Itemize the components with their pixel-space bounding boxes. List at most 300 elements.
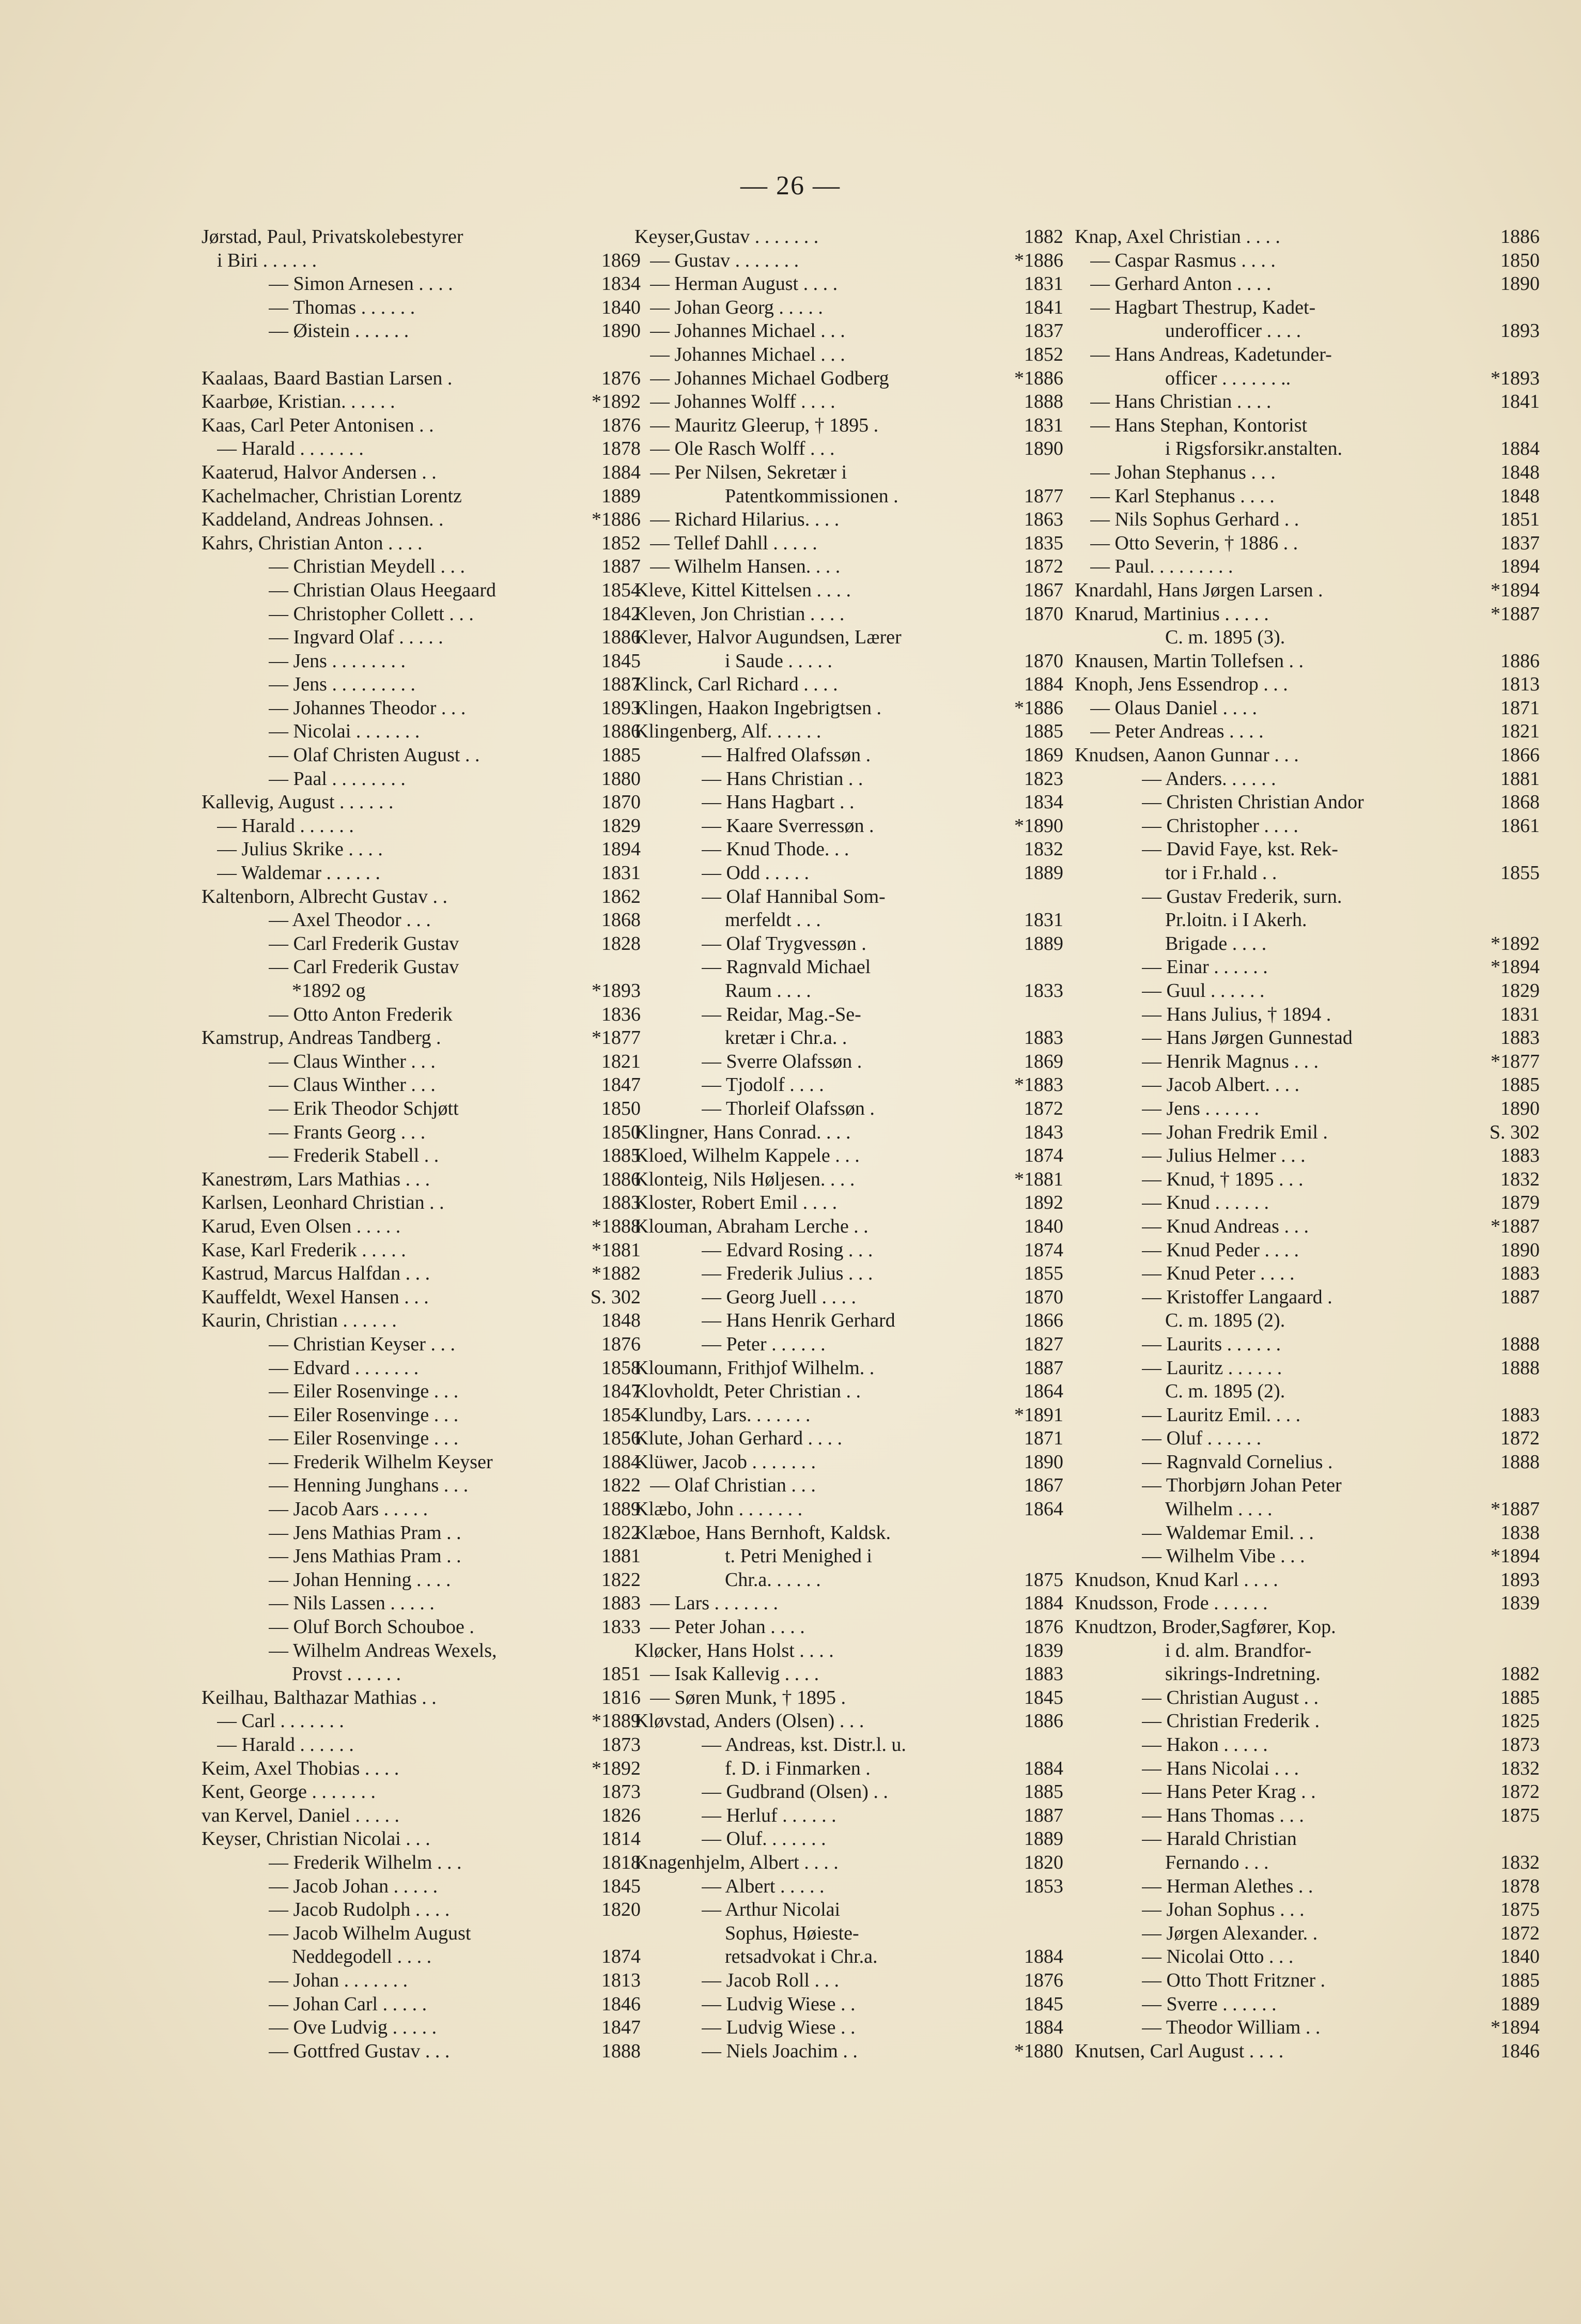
register-entry: [202, 1215, 641, 1239]
entry-year: 1841: [1500, 391, 1540, 413]
entry-name: — Edvard Rosing . . .: [702, 1239, 873, 1261]
entry-name: — Harald . . . . . .: [217, 1734, 354, 1756]
entry-year: 1843: [1024, 1121, 1063, 1143]
entry-year: *1886: [1014, 697, 1063, 719]
entry-name: underofficer . . . .: [1165, 320, 1301, 342]
entry-name: Kaarbøe, Kristian. . . . . .: [202, 391, 395, 413]
entry-name: Kent, George . . . . . . .: [202, 1781, 376, 1803]
entry-name: Sophus, Høieste-: [725, 1922, 859, 1944]
entry-name: — Olaf Hannibal Som-: [702, 885, 886, 907]
entry-name: — Tjodolf . . . .: [702, 1074, 824, 1096]
entry-name: Kløvstad, Anders (Olsen) . . .: [634, 1710, 864, 1732]
entry-name: — Hans Christian . . . .: [1090, 391, 1272, 413]
entry-year: 1887: [601, 556, 641, 578]
register-entry: [202, 1639, 641, 1663]
entry-year: 1885: [1500, 1074, 1540, 1096]
entry-year: 1854: [601, 579, 641, 601]
entry-year: 1873: [1500, 1734, 1540, 1756]
entry-name: i d. alm. Brandfor-: [1165, 1639, 1312, 1661]
register-entry: [634, 1309, 1063, 1333]
entry-name: — Ingvard Olaf . . . . .: [269, 626, 443, 649]
entry-year: 1888: [1500, 1451, 1540, 1473]
register-entry: [634, 485, 1063, 509]
entry-name: — Eiler Rosenvinge . . .: [269, 1404, 459, 1426]
entry-year: 1875: [1024, 1568, 1063, 1591]
register-entry: [634, 1686, 1063, 1710]
entry-name: — Gustav . . . . . . .: [650, 249, 799, 271]
register-entry: [202, 979, 641, 1003]
register-entry: [1075, 1073, 1540, 1097]
entry-name: — Frederik Wilhelm . . .: [269, 1851, 462, 1873]
entry-year: 1841: [1024, 296, 1063, 318]
entry-name: — Jens Mathias Pram . .: [269, 1545, 461, 1567]
entry-year: *1887: [1491, 1498, 1540, 1520]
register-entry: [634, 1568, 1063, 1592]
entry-year: 1832: [1500, 1757, 1540, 1779]
register-entry: [202, 909, 641, 932]
entry-name: — Christopher . . . .: [1142, 814, 1298, 837]
register-entry: [634, 1144, 1063, 1168]
entry-year: 1845: [601, 1875, 641, 1897]
entry-year: 1845: [1024, 1993, 1063, 2015]
entry-name: — Ludvig Wiese . .: [702, 1993, 856, 2015]
entry-year: 1864: [1024, 1498, 1063, 1520]
entry-year: 1852: [1024, 343, 1063, 365]
register-entry: [634, 2040, 1063, 2064]
register-entry: [634, 979, 1063, 1003]
entry-year: 1890: [1024, 1451, 1063, 1473]
entry-year: *1892: [592, 391, 641, 413]
register-entry: [634, 1380, 1063, 1404]
register-entry: [1075, 744, 1540, 767]
entry-year: 1851: [601, 1663, 641, 1685]
register-entry: [202, 720, 641, 744]
entry-name: — Guul . . . . . .: [1142, 980, 1265, 1002]
entry-year: 1875: [1500, 1804, 1540, 1826]
entry-name: — Gottfred Gustav . . .: [269, 2040, 450, 2062]
entry-name: — Claus Winther . . .: [269, 1050, 436, 1072]
entry-year: 1864: [1024, 1380, 1063, 1403]
entry-name: — Tellef Dahll . . . . .: [650, 532, 817, 554]
register-entry: [202, 1521, 641, 1545]
entry-year: 1888: [1024, 391, 1063, 413]
entry-name: — Jacob Wilhelm August: [269, 1922, 471, 1944]
entry-year: 1866: [1500, 744, 1540, 766]
entry-name: — Edvard . . . . . . .: [269, 1357, 419, 1379]
entry-year: 1876: [1024, 1616, 1063, 1638]
entry-year: 1822: [601, 1568, 641, 1591]
entry-year: 1848: [601, 1310, 641, 1332]
entry-name: — Johan Fredrik Emil .: [1142, 1121, 1328, 1143]
entry-year: 1866: [1024, 1310, 1063, 1332]
entry-name: Keyser, Christian Nicolai . . .: [202, 1828, 430, 1850]
entry-year: S. 302: [1489, 1121, 1540, 1143]
register-entry: [1075, 319, 1540, 343]
register-entry: [1075, 603, 1540, 626]
register-entry: [1075, 1380, 1540, 1404]
entry-name: — Ole Rasch Wolff . . .: [650, 438, 835, 460]
entry-year: 1834: [601, 273, 641, 295]
entry-year: 1887: [1500, 1286, 1540, 1308]
entry-name: Klute, Johan Gerhard . . . .: [634, 1427, 843, 1450]
register-entry: [202, 1945, 641, 1969]
entry-name: — Johan Sophus . . .: [1142, 1899, 1305, 1921]
entry-name: — Caspar Rasmus . . . .: [1090, 249, 1276, 271]
entry-year: *1894: [1491, 2017, 1540, 2039]
entry-name: Knardahl, Hans Jørgen Larsen .: [1075, 579, 1323, 601]
entry-name: Knudsen, Aanon Gunnar . . .: [1075, 744, 1299, 766]
entry-year: 1883: [1024, 1027, 1063, 1049]
entry-year: 1889: [1024, 1828, 1063, 1850]
register-entry: [1075, 579, 1540, 603]
register-entry: [1075, 885, 1540, 909]
register-entry: [202, 1121, 641, 1145]
entry-year: 1876: [601, 414, 641, 436]
entry-year: 1839: [1500, 1592, 1540, 1614]
entry-name: Patentkommissionen .: [725, 485, 898, 507]
entry-name: — Wilhelm Andreas Wexels,: [269, 1639, 497, 1661]
entry-name: — Lauritz . . . . . .: [1142, 1357, 1282, 1379]
register-entry: [634, 744, 1063, 767]
register-entry: [634, 1357, 1063, 1380]
entry-year: 1888: [1500, 1357, 1540, 1379]
register-entry: [634, 838, 1063, 861]
register-entry: [1075, 1922, 1540, 1946]
entry-name: Kaurin, Christian . . . . . .: [202, 1310, 397, 1332]
entry-year: 1892: [1024, 1192, 1063, 1214]
entry-year: 1847: [601, 2017, 641, 2039]
register-entry: [634, 720, 1063, 744]
entry-name: Knarud, Martinius . . . . .: [1075, 603, 1269, 625]
entry-year: 1886: [601, 720, 641, 743]
entry-year: *1893: [1491, 367, 1540, 389]
entry-name: — Erik Theodor Schjøtt: [269, 1097, 459, 1119]
entry-name: — Johannes Wolff . . . .: [650, 391, 835, 413]
entry-name: — Isak Kallevig . . . .: [650, 1663, 819, 1685]
register-entry: [634, 673, 1063, 697]
entry-name: — Christian Frederik .: [1142, 1710, 1320, 1732]
register-entry: [202, 956, 641, 979]
register-entry: [1075, 1215, 1540, 1239]
entry-year: 1872: [1500, 1922, 1540, 1944]
entry-name: Klæbo, John . . . . . . .: [634, 1498, 803, 1520]
register-entry: [634, 1097, 1063, 1121]
entry-name: — Henning Junghans . . .: [269, 1474, 469, 1497]
register-entry: [634, 1710, 1063, 1733]
entry-name: Klingenberg, Alf. . . . . .: [634, 720, 822, 743]
entry-name: f. D. i Finmarken .: [725, 1757, 871, 1779]
entry-name: C. m. 1895 (2).: [1165, 1380, 1285, 1403]
entry-year: 1883: [601, 1192, 641, 1214]
entry-name: — Carl . . . . . . .: [217, 1710, 344, 1732]
entry-name: — Reidar, Mag.-Se-: [702, 1003, 861, 1025]
entry-year: 1832: [1024, 838, 1063, 860]
entry-name: Karud, Even Olsen . . . . .: [202, 1215, 401, 1237]
register-entry: [634, 437, 1063, 461]
entry-year: 1889: [1500, 1993, 1540, 2015]
entry-year: 1886: [601, 1168, 641, 1190]
register-entry: [634, 1191, 1063, 1215]
entry-name: — Jens . . . . . .: [1142, 1097, 1259, 1119]
register-entry: [634, 1498, 1063, 1521]
entry-name: — Thorleif Olafssøn .: [702, 1097, 875, 1119]
entry-year: 1882: [1024, 226, 1063, 248]
entry-year: *1894: [1491, 1545, 1540, 1567]
entry-year: 1885: [1500, 1686, 1540, 1709]
entry-name: — Søren Munk, † 1895 .: [650, 1686, 846, 1709]
entry-name: — Jens Mathias Pram . .: [269, 1521, 461, 1544]
register-entry: [202, 1568, 641, 1592]
entry-name: — Hakon . . . . .: [1142, 1734, 1268, 1756]
entry-name: — Olaf Christian . . .: [650, 1474, 816, 1497]
register-entry: [202, 249, 641, 273]
register-entry: [1075, 1050, 1540, 1074]
entry-name: — Hans Thomas . . .: [1142, 1804, 1304, 1826]
register-entry: [634, 319, 1063, 343]
register-entry: [1075, 367, 1540, 391]
entry-name: — Christian August . .: [1142, 1686, 1319, 1709]
register-entry: [1075, 814, 1540, 838]
entry-name: — Kristoffer Langaard .: [1142, 1286, 1332, 1308]
entry-name: — Christopher Collett . . .: [269, 603, 474, 625]
entry-name: Klüwer, Jacob . . . . . . .: [634, 1451, 816, 1473]
entry-name: — Ragnvald Cornelius .: [1142, 1451, 1333, 1473]
register-entry: [202, 1804, 641, 1828]
register-entry: [202, 791, 641, 814]
register-entry: [202, 1686, 641, 1710]
register-entry: [634, 885, 1063, 909]
entry-name: Kleve, Kittel Kittelsen . . . .: [634, 579, 851, 601]
entry-name: retsadvokat i Chr.a.: [725, 1946, 878, 1968]
entry-year: 1878: [601, 438, 641, 460]
register-entry: [634, 909, 1063, 932]
entry-name: — Kaare Sverressøn .: [702, 814, 874, 837]
register-entry: [202, 1427, 641, 1451]
entry-name: — Johan Stephanus . . .: [1090, 461, 1276, 483]
entry-year: 1883: [1500, 1263, 1540, 1285]
register-entry: [1075, 1568, 1540, 1592]
register-entry: [202, 1286, 641, 1310]
entry-name: Kløcker, Hans Holst . . . .: [634, 1639, 834, 1661]
register-entry: [1075, 2040, 1540, 2064]
register-entry: [1075, 1993, 1540, 2017]
register-entry: [202, 343, 641, 367]
entry-year: 1851: [1500, 509, 1540, 531]
entry-year: 1825: [1500, 1710, 1540, 1732]
register-entry: [634, 1663, 1063, 1686]
entry-year: 1887: [601, 673, 641, 696]
entry-name: — Frederik Stabell . .: [269, 1145, 439, 1167]
entry-name: — Jacob Johan . . . . .: [269, 1875, 438, 1897]
register-entry: [1075, 791, 1540, 814]
entry-name: — Hagbart Thestrup, Kadet-: [1090, 296, 1316, 318]
entry-name: — Julius Skrike . . . .: [217, 838, 383, 860]
entry-year: 1848: [1500, 461, 1540, 483]
entry-year: 1880: [601, 767, 641, 790]
entry-year: 1848: [1500, 485, 1540, 507]
entry-year: 1876: [1024, 1969, 1063, 1991]
entry-year: 1872: [1500, 1781, 1540, 1803]
register-entry: [1075, 1592, 1540, 1615]
register-entry: [1075, 1144, 1540, 1168]
entry-name: Klouman, Abraham Lerche . .: [634, 1215, 869, 1237]
register-entry: [202, 2040, 641, 2064]
register-entry: [1075, 1121, 1540, 1145]
entry-year: 1881: [1500, 767, 1540, 790]
entry-year: 1846: [601, 1993, 641, 2015]
register-entry: [202, 932, 641, 956]
entry-name: Klinck, Carl Richard . . . .: [634, 673, 838, 696]
register-entry: [1075, 1333, 1540, 1357]
entry-name: tor i Fr.hald . .: [1165, 862, 1277, 884]
register-entry: [634, 1757, 1063, 1781]
entry-name: — Johan Henning . . . .: [269, 1568, 451, 1591]
entry-year: *1883: [1014, 1074, 1063, 1096]
register-entry: [634, 626, 1063, 650]
entry-year: 1850: [601, 1097, 641, 1119]
register-entry: [634, 1451, 1063, 1474]
register-entry: [1075, 1191, 1540, 1215]
register-entry: [202, 1239, 641, 1263]
register-entry: [1075, 1474, 1540, 1498]
entry-name: Kachelmacher, Christian Lorentz: [202, 485, 462, 507]
entry-name: — Johan . . . . . . .: [269, 1969, 408, 1991]
register-entry: [1075, 909, 1540, 932]
register-entry: [634, 1615, 1063, 1639]
entry-name: — Otto Anton Frederik: [269, 1003, 453, 1025]
entry-name: — Knud Peter . . . .: [1142, 1263, 1295, 1285]
register-entry: [202, 650, 641, 673]
register-entry: [1075, 1097, 1540, 1121]
entry-name: Kloumann, Frithjof Wilhelm. .: [634, 1357, 875, 1379]
entry-name: — Thomas . . . . . .: [269, 296, 415, 318]
register-entry: [202, 1898, 641, 1922]
entry-name: — Frederik Wilhelm Keyser: [269, 1451, 493, 1473]
entry-year: 1818: [601, 1851, 641, 1873]
register-entry: [1075, 1710, 1540, 1733]
entry-name: Karlsen, Leonhard Christian . .: [202, 1192, 444, 1214]
entry-year: 1894: [601, 838, 641, 860]
entry-name: Keilhau, Balthazar Mathias . .: [202, 1686, 437, 1709]
entry-name: Knap, Axel Christian . . . .: [1075, 226, 1280, 248]
register-entry: [202, 697, 641, 720]
register-entry: [1075, 1804, 1540, 1828]
register-entry: [1075, 272, 1540, 296]
entry-name: Chr.a. . . . . .: [725, 1568, 821, 1591]
entry-name: — Johan Georg . . . . .: [650, 296, 823, 318]
entry-year: 1869: [601, 249, 641, 271]
entry-name: — Paal . . . . . . . .: [269, 767, 406, 790]
register-entry: [634, 650, 1063, 673]
register-column-1: [202, 225, 641, 2063]
register-entry: [1075, 956, 1540, 979]
register-entry: [634, 1875, 1063, 1899]
entry-year: 1862: [601, 885, 641, 907]
entry-year: 1883: [1500, 1027, 1540, 1049]
entry-year: 1888: [1500, 1333, 1540, 1355]
entry-year: 1878: [1500, 1875, 1540, 1897]
register-entry: [1075, 1733, 1540, 1757]
entry-name: — Waldemar Emil. . .: [1142, 1521, 1314, 1544]
entry-year: 1885: [601, 1145, 641, 1167]
register-entry: [202, 296, 641, 320]
entry-name: — Niels Joachim . .: [702, 2040, 858, 2062]
register-entry: [202, 1168, 641, 1192]
entry-name: Brigade . . . .: [1165, 932, 1267, 955]
register-entry: [634, 1404, 1063, 1427]
entry-year: *1877: [592, 1027, 641, 1049]
entry-year: 1821: [1500, 720, 1540, 743]
register-entry: [1075, 1686, 1540, 1710]
entry-name: — Georg Juell . . . .: [702, 1286, 857, 1308]
entry-year: 1858: [601, 1357, 641, 1379]
entry-name: — Knud, † 1895 . . .: [1142, 1168, 1304, 1190]
register-entry: [634, 1592, 1063, 1615]
register-entry: [634, 697, 1063, 720]
entry-year: 1834: [1024, 791, 1063, 813]
entry-year: 1890: [601, 320, 641, 342]
entry-year: 1845: [601, 650, 641, 672]
register-entry: [1075, 697, 1540, 720]
entry-name: Kanestrøm, Lars Mathias . . .: [202, 1168, 430, 1190]
register-entry: [634, 367, 1063, 391]
register-entry: [202, 1710, 641, 1733]
entry-year: 1872: [1500, 1427, 1540, 1450]
entry-name: — Øistein . . . . . .: [269, 320, 409, 342]
entry-year: 1884: [1024, 1592, 1063, 1614]
register-entry: [634, 1026, 1063, 1050]
register-entry: [634, 532, 1063, 556]
entry-year: S. 302: [590, 1286, 641, 1308]
entry-year: 1833: [601, 1616, 641, 1638]
entry-year: 1837: [1024, 320, 1063, 342]
entry-name: — Gudbrand (Olsen) . .: [702, 1781, 888, 1803]
entry-name: Knoph, Jens Essendrop . . .: [1075, 673, 1288, 696]
register-entry: [634, 390, 1063, 414]
entry-name: — Odd . . . . .: [702, 862, 809, 884]
register-entry: [1075, 1969, 1540, 1993]
entry-name: — Peter Andreas . . . .: [1090, 720, 1264, 743]
entry-name: — Herman Alethes . .: [1142, 1875, 1313, 1897]
entry-year: 1883: [1024, 1663, 1063, 1685]
register-entry: [634, 1922, 1063, 1946]
entry-year: 1855: [1500, 862, 1540, 884]
register-entry: [202, 603, 641, 626]
register-entry: [202, 626, 641, 650]
entry-name: van Kervel, Daniel . . . . .: [202, 1804, 400, 1826]
entry-name: — Jacob Albert. . . .: [1142, 1074, 1300, 1096]
entry-year: 1874: [601, 1946, 641, 1968]
entry-name: Neddegodell . . . .: [292, 1946, 432, 1968]
entry-year: 1870: [601, 791, 641, 813]
entry-name: — Olaf Trygvessøn .: [702, 932, 866, 955]
register-entry: [634, 249, 1063, 273]
entry-year: 1835: [1024, 532, 1063, 554]
entry-year: 1876: [601, 367, 641, 389]
register-entry: [1075, 1851, 1540, 1875]
register-entry: [634, 1521, 1063, 1545]
entry-year: *1892: [592, 1757, 641, 1779]
register-entry: [202, 1404, 641, 1427]
register-entry: [202, 225, 641, 249]
entry-name: Kaalaas, Baard Bastian Larsen .: [202, 367, 453, 389]
entry-name: — Oluf Borch Schouboe .: [269, 1616, 474, 1638]
register-entry: [1075, 532, 1540, 556]
entry-year: 1831: [1024, 273, 1063, 295]
register-entry: [1075, 1521, 1540, 1545]
entry-name: — Christian Keyser . . .: [269, 1333, 455, 1355]
register-entry: [202, 1309, 641, 1333]
